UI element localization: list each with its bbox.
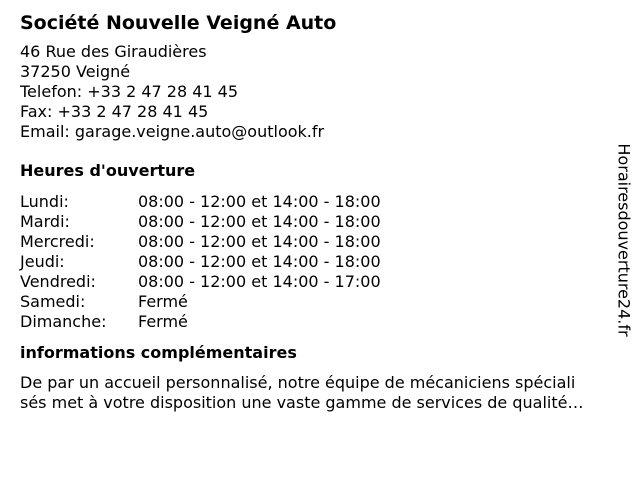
hours-row-mardi: [20, 212, 610, 232]
fax-number: Fax: +33 2 47 28 41 45: [20, 102, 209, 121]
address-city: 37250 Veigné: [20, 62, 131, 81]
hours-time: Fermé: [138, 292, 188, 311]
hours-time: 08:00 - 12:00 et 14:00 - 18:00: [138, 232, 381, 251]
hours-row-vendredi: [20, 272, 610, 292]
hours-row-samedi: [20, 292, 610, 312]
hours-time: 08:00 - 12:00 et 14:00 - 17:00: [138, 272, 381, 291]
hours-time: 08:00 - 12:00 et 14:00 - 18:00: [138, 252, 381, 271]
info-text-line1: De par un accueil personnalisé, notre équipe de mécaniciens spéciali: [20, 373, 576, 392]
phone-number: Telefon: +33 2 47 28 41 45: [20, 82, 239, 101]
hours-time: 08:00 - 12:00 et 14:00 - 18:00: [138, 192, 381, 211]
brand-watermark: [612, 135, 636, 345]
business-name: Société Nouvelle Veigné Auto: [20, 12, 337, 34]
email-address: Email: garage.veigne.auto@outlook.fr: [20, 122, 325, 141]
address-block: [20, 42, 610, 142]
hours-row-mercredi: [20, 232, 610, 252]
hours-time: 08:00 - 12:00 et 14:00 - 18:00: [138, 212, 381, 231]
hours-day: Samedi:: [20, 292, 86, 311]
hours-day: Mercredi:: [20, 232, 95, 251]
hours-day: Dimanche:: [20, 312, 107, 331]
business-card: [20, 10, 610, 413]
hours-day: Lundi:: [20, 192, 69, 211]
hours-row-jeudi: [20, 252, 610, 272]
hours-time: Fermé: [138, 312, 188, 331]
hours-table: [20, 192, 610, 332]
address-street: 46 Rue des Giraudières: [20, 42, 207, 61]
hours-day: Mardi:: [20, 212, 70, 231]
hours-row-lundi: [20, 192, 610, 212]
hours-heading: Heures d'ouverture: [20, 161, 196, 180]
info-heading: informations complémentaires: [20, 343, 297, 362]
hours-row-dimanche: [20, 312, 610, 332]
info-text-line2: sés met à votre disposition une vaste gamme de services de qualité…: [20, 393, 584, 412]
hours-day: Vendredi:: [20, 272, 96, 291]
hours-day: Jeudi:: [20, 252, 65, 271]
brand-watermark-text: Horairesdouverture24.fr: [615, 143, 635, 337]
